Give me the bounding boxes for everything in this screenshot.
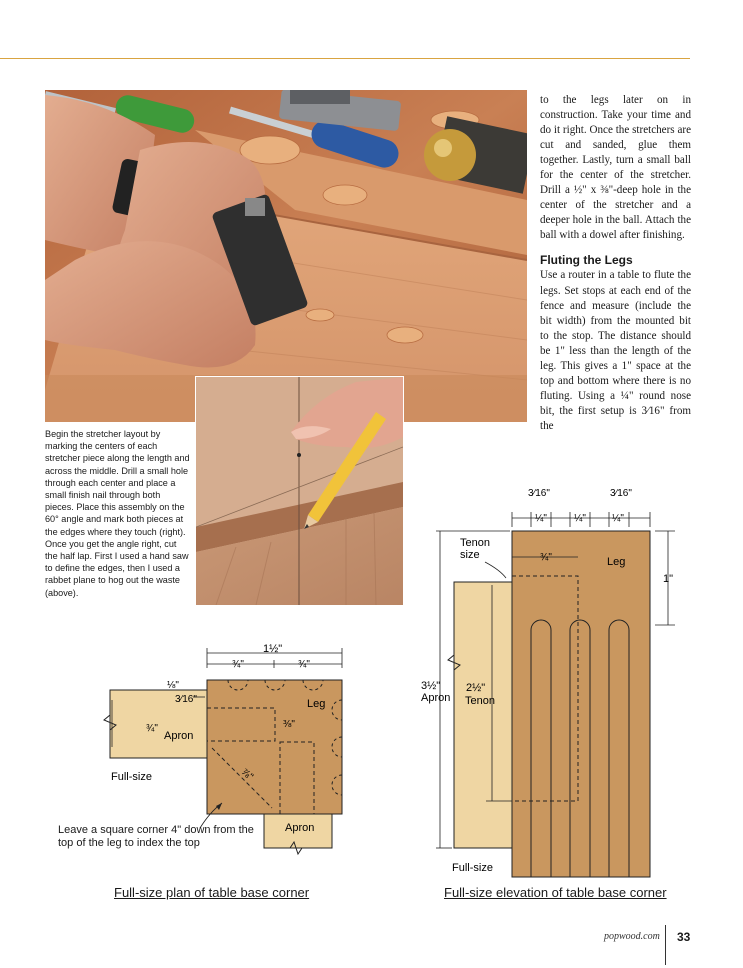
footer-site: popwood.com — [604, 931, 660, 942]
plan-apron-bottom-label: Apron — [285, 822, 315, 834]
elev-tenon-size-l1: Tenon — [460, 537, 490, 549]
page-number: 33 — [677, 930, 691, 944]
photo-pencil-marking — [195, 376, 404, 606]
plan-dim-left: ¾" — [232, 659, 244, 670]
plan-dim-7-8: ⅞" — [238, 766, 255, 783]
plan-diagram — [0, 630, 380, 910]
section-heading: Fluting the Legs — [540, 253, 633, 268]
photo-caption: Begin the stretcher layout by marking the centers of each stretcher piece along the length and across the middle. Drill a small hole through each center and place a small finish nail through both pieces. Place this assembly on the 60° angle and mark both pieces at the edges where they touch (right). Once you get the angle right, cut the half lap. First I used a hand saw to define the edges, then I used a rabbet plane to hog out the waste (above). — [45, 429, 190, 598]
elev-dim-3-5: 3½" — [421, 680, 441, 692]
plan-note: Leave a square corner 4" down from the top of the leg to index the top — [58, 824, 254, 849]
plan-dim-3-16: 3⁄16" — [175, 694, 197, 705]
elev-dim-q3: ¼" — [612, 513, 624, 524]
body-column — [540, 93, 691, 434]
plan-apron-label: Apron — [164, 730, 194, 742]
elev-leg-label: Leg — [607, 556, 626, 568]
photo-rabbet-plane — [45, 90, 527, 422]
elev-fullsize-label: Full-size — [452, 862, 493, 874]
footer-divider — [665, 925, 666, 965]
plan-fullsize-label: Full-size — [111, 771, 152, 783]
top-rule — [0, 58, 690, 59]
elev-dim-q2: ¼" — [574, 513, 586, 524]
plan-leg-label: Leg — [307, 698, 326, 710]
elev-dim-2-5: 2½" — [466, 682, 486, 694]
elev-dim-1: 1" — [663, 573, 674, 585]
plan-dim-top: 1½" — [263, 643, 283, 655]
plan-figure-title: Full-size plan of table base corner — [114, 885, 310, 900]
elev-dim-q1: ¼" — [535, 513, 547, 524]
elev-dim-3-4: ¾" — [540, 552, 552, 563]
elevation-diagram — [400, 480, 720, 890]
body-paragraph-1: to the legs later on in construction. Take your time and do it right. Once the stretchers are cut and sanded, glue them together. Lastly, turn a small ball for the center of the stretcher. Drill a ½" x ⅜"-deep hole in the center of the stretcher and a deeper hole in the ball. Attach the ball with a dowel after finishing. — [540, 94, 691, 242]
elev-tenon-label: Tenon — [465, 695, 495, 707]
elevation-figure-title: Full-size elevation of table base corner — [444, 885, 667, 900]
plan-dim-eighth: ⅛" — [167, 680, 179, 691]
elev-dim-3-16-b: 3⁄16" — [610, 488, 632, 499]
elev-apron-label: Apron — [421, 692, 451, 704]
plan-dim-right: ¾" — [298, 659, 310, 670]
body-paragraph-2: Use a router in a table to flute the legs. Set stops at each end of the fence and measure (include the bit width) from the mounted bit to the stop. The distance should be 1" less than the length of the leg. This gives a 1" space at the top and bottom where there is no fluting. Using a ¼" round nose bit, the first setup is 3⁄16" from the — [540, 269, 691, 432]
elev-dim-3-16-a: 3⁄16" — [528, 488, 550, 499]
elev-tenon-size-l2: size — [460, 549, 480, 561]
plan-dim-apron-depth: ¾" — [146, 723, 158, 734]
plan-dim-3-8: ⅜" — [283, 719, 295, 730]
